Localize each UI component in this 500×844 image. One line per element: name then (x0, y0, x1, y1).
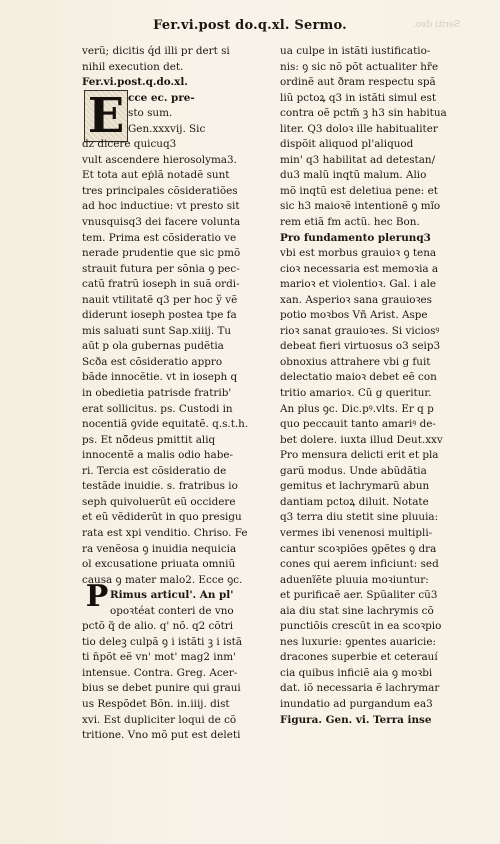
text-line: du3 malũ inqtũ malum. Alio (280, 169, 427, 182)
section-heading: Figura. Gen. vi. Terra inse (280, 713, 432, 726)
text-line: contra oẽ pctm̃ ꝫ h3 sin habitua (280, 107, 447, 120)
text-line: quo peccauit tanto amariꝰ de- (280, 418, 436, 431)
text-line: dat. iõ necessaria ẽ lachrymar (280, 682, 440, 695)
text-line: opoꝛtéat conteri de vno (110, 604, 234, 617)
text-line: dz dicere quicuq3 (82, 138, 177, 151)
text-line: cioꝛ necessaria est memoꝛia a (280, 262, 439, 275)
text-line: ti n̄põt eẽ vn' mot' mag2 inm' (82, 651, 236, 664)
text-line: nauit vtilitatẽ q3 per hoc ỹ vẽ (82, 293, 238, 306)
text-line: rata est xpi venditio. Chriso. Fe (82, 526, 248, 539)
text-line: xan. Asperioꝛ sana grauioꝛes (280, 293, 432, 306)
initial-p: P (85, 579, 109, 614)
text-line: tem. Prima est cõsideratio ve (82, 231, 237, 244)
text-line: nis: ꝯ sic nõ põt actualiter hr̃e (280, 60, 439, 73)
text-line: delectatio maioꝛ debet eẽ con (280, 371, 437, 384)
text-line: min' q3 habilitat ad detestan/ (280, 153, 436, 166)
text-line: cones qui aerem inficiunt: sed (280, 558, 439, 571)
text-line: Scða est cõsideratio appro (82, 355, 223, 368)
text-line: garũ modus. Unde abũdãtia (280, 464, 427, 477)
text-line: rem etiã fm actũ. hec Bon. (280, 216, 420, 229)
text-line: ad hoc inductiue: vt presto sit (82, 200, 240, 213)
text-line: gemitus et lachrymarũ abun (280, 480, 430, 493)
text-line: vnusquisq3 dei facere volunta (82, 216, 241, 229)
illuminated-initial-e: E (84, 90, 128, 142)
text-line: vermes ibi venenosi multipli- (280, 526, 433, 539)
text-line: vbi est morbus grauioꝛ ꝯ tena (280, 247, 437, 260)
text-line: et purificaẽ aer. Spũaliter cũ3 (280, 589, 438, 602)
text-line: bãde innocẽtie. vt in ioseph q (82, 371, 238, 384)
text-line: tritione. Vno mõ put est deleti (82, 729, 241, 742)
text-line: sic h3 maioꝛẽ intentionẽ ꝯ mĩo (280, 200, 441, 213)
text-line: cia quibus inficiẽ aia ꝯ moꝛbi (280, 666, 433, 679)
text-line: aũt p ola gubernas pudẽtia (82, 340, 224, 353)
show-through-text: Seriti deo. (412, 20, 460, 30)
text-line: dispõit aliquod pl'aliquod (280, 138, 414, 151)
text-line: bius se debet punire qui graui (82, 682, 241, 695)
text-line: in obedietia patrisde fratrib' (82, 387, 232, 400)
text-line: q3 terra diu stetit sine pluuia: (280, 511, 439, 524)
text-line: dantiam pctoꝝ diluit. Notate (280, 495, 429, 508)
text-line: testãde inuidie. s. fratribus io (82, 480, 238, 493)
text-line: pctõ q̃ de alio. q' nõ. q2 cõtri (82, 620, 234, 633)
text-line: mis saluati sunt Sap.xiiij. Tu (82, 324, 232, 337)
right-column (280, 44, 472, 728)
text-line: cantur scoꝛpiões ꝯpẽtes ꝯ dra (280, 542, 437, 555)
text-line: liũ pctoꝝ q3 in istãti simul est (280, 91, 437, 104)
text-line: Gen.xxxvij. Sic (128, 122, 206, 135)
text-line: cce ec. pre- (128, 91, 195, 104)
text-line: rioꝛ sanat grauioꝛes. Si viciosꝰ (280, 324, 440, 337)
running-header: Fer.vi.post do.q.xl. Sermo. (153, 18, 347, 33)
text-line: erat sollicitus. ps. Custodi in (82, 402, 233, 415)
text-line: potio moꝛbos Vñ Arist. Aspe (280, 309, 428, 322)
text-line: us Respõdet Bõn. in.iiij. dist (82, 697, 230, 710)
text-line: seph quivoluerũt eũ occidere (82, 495, 236, 508)
text-line: marioꝛ et violentioꝛ. Gal. i ale (280, 278, 437, 291)
text-line: catũ fratrũ ioseph in suã ordi- (82, 278, 240, 291)
text-line: tres principales cõsideratiões (82, 184, 238, 197)
text-line: liter. Q3 doloꝛ ille habitualiter (280, 122, 438, 135)
text-line: xvi. Est dupliciter loqui de cõ (82, 713, 237, 726)
left-column (82, 44, 274, 744)
text-line: dracones superbie et ceterauí (280, 651, 438, 664)
text-line: Et tota aut eṗlã notadẽ sunt (82, 169, 230, 182)
text-line: ordinẽ aut ðram respectu spã (280, 76, 436, 89)
text-line: punctiõis crescũt in ea scoꝛpio (280, 620, 442, 633)
text-line: diderunt ioseph postea tpe fa (82, 309, 237, 322)
section-heading: Pro fundamento plerunq3 (280, 231, 431, 244)
text-line: nerade prudentie que sic pmõ (82, 247, 241, 260)
text-line: intensue. Contra. Greg. Acer- (82, 666, 238, 679)
section-heading: Fer.vi.post.q.do.xl. (82, 76, 188, 89)
text-line: verũ; dicitis q́d illi pr dert si (82, 45, 230, 57)
text-line: ol excusatione priuata omniũ (82, 558, 236, 571)
text-line: aduenĩẽte pluuia moꝛiuntur: (280, 573, 429, 586)
text-line: ri. Tercia est cõsideratio de (82, 464, 227, 477)
text-line: et eũ vẽdiderũt in quo presigu (82, 511, 242, 524)
text-line: tritio amarioꝛ. Cũ g queritur. (280, 387, 432, 400)
text-line: nes luxurie: ꝯpentes auaricie: (280, 635, 437, 648)
text-line: bet dolere. iuxta illud Deut.xxv (280, 433, 443, 446)
text-line: tio deleꝫ culpã ꝯ i istãti ꝫ i istã (82, 635, 243, 648)
text-line: mõ inqtũ est deletiua pene: et (280, 184, 438, 197)
text-line: innocentẽ a malis odio habe- (82, 449, 234, 462)
text-line: ps. Et nõ̃deus pmittit aliq (82, 433, 216, 446)
text-line: aia diu stat sine lachrymis cõ (280, 604, 434, 617)
text-line: vult ascendere hierosolyma3. (82, 153, 237, 166)
text-line: causa ꝯ mater malo2. Ecce ꝯc. (82, 573, 243, 586)
text-line: An plus ꝯc. Dic.pꝰ.vlts. Er q p (280, 402, 434, 415)
text-line: nocentiã ꝯvide equitatẽ. q.s.t.h. (82, 418, 249, 431)
text-line: debeat fieri virtuosus o3 seip3 (280, 340, 441, 353)
text-line: obnoxius attrahere vbi g fuit (280, 355, 431, 368)
text-line: ua culpe in istãti iustificatio- (280, 45, 431, 57)
text-line: Pro mensura delicti erit et pla (280, 449, 439, 462)
text-line: inundatio ad purgandum ea3 (280, 697, 433, 710)
text-line: Rimus articul'. An pl' (110, 589, 234, 602)
text-line: nihil execution det. (82, 60, 184, 73)
text-line: ra venẽosa ꝯ inuidia nequicia (82, 542, 237, 555)
text-line: sto sum. (128, 107, 173, 120)
text-line: strauit futura per sõnia ꝯ pec- (82, 262, 240, 275)
